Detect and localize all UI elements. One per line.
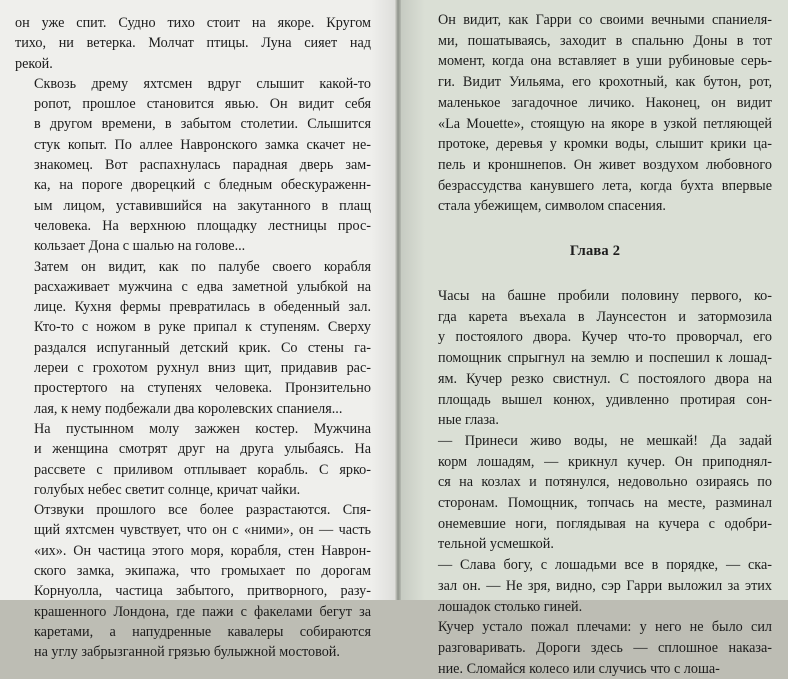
text-line: Затем он видит, как по палубе своего корабля [34, 258, 371, 275]
text-line: «их». Он частица этого моря, корабля, стен Наврон- [34, 542, 371, 559]
paragraph [418, 555, 772, 617]
text-line: ми, пошатываясь, заходит в спальню Доны в тот [438, 32, 772, 49]
text-line: кользает Дона с шалью на голове... [34, 238, 246, 255]
paragraph [15, 257, 371, 419]
text-line: знакомец. Вот распахнулась парадная дверь зам- [34, 157, 371, 174]
text-line: разговаривать. Дороги здесь — сплошное наказа- [438, 639, 772, 656]
text-line: лереи с грохотом рухнул вниз щит, придавив рас- [34, 360, 371, 377]
text-line: лице. Кухня фермы превратилась в обеденный зал. [34, 299, 371, 316]
text-line: — Слава богу, с лошадьми все в порядке, — ска- [438, 557, 772, 574]
text-line: ка, на пороге дворецкий с бледным обескураженн- [34, 177, 371, 194]
text-line: помощник спрыгнул на землю и поспешил к лошад- [438, 350, 772, 367]
text-line: каретами, а напудренные кавалеры собираются [34, 623, 371, 640]
text-line: в другом времени, в забытом столетии. Слышится [34, 116, 371, 133]
right-page-text-top [418, 10, 772, 217]
text-line: на углу забрызганной грязью булыжной мостовой. [34, 644, 340, 661]
text-line: ям. Кучер резко свистнул. С постоялого двора на [438, 370, 772, 387]
text-line: маленькое загадочное личико. Наконец, он видит [438, 94, 772, 111]
text-line: Отзвуки прошлого все более разрастаются. Спя- [34, 502, 371, 519]
paragraph [15, 74, 371, 257]
text-line: расхаживает мужчина с едва заметной улыбкой на [34, 278, 371, 295]
text-line: протоке, деревья у кромки воды, слышит крики ца- [438, 136, 772, 153]
text-line: человека. На верхнюю площадку лестницы прос- [34, 217, 371, 234]
paragraph [418, 286, 772, 431]
text-line: Кто-то с ножом в руке припал к ступеням. Сверху [34, 319, 371, 336]
paragraph [15, 500, 371, 662]
text-line: момент, когда она вставляет в уши рубиновые серь- [438, 53, 772, 70]
text-line: онемевшие ноги, поглядывая на кучера с одобри- [438, 515, 772, 532]
text-line: — Принеси живо воды, не мешкай! Да задай [438, 432, 772, 449]
text-line: Корнуолла, частица забытого, притворного, разу- [34, 583, 371, 600]
paragraph [15, 419, 371, 500]
text-line: ым лицом, уставившийся на закутанного в плащ [34, 197, 371, 214]
text-line: безрассудства канувшего лета, когда бухта впервые [438, 177, 772, 194]
text-line: стала убежищем, символом спасения. [438, 198, 666, 215]
text-line: тихо, ни ветерка. Молчат птицы. Луна сияет над [15, 35, 371, 52]
text-line: площадь вышел конюх, удивленно протирая сон- [438, 391, 772, 408]
text-line: простертого на ступенях человека. Пронзительно [34, 380, 371, 397]
text-line: корм лошадям, — крикнул кучер. Он приподнял- [438, 453, 772, 470]
text-line: ные глаза. [438, 412, 499, 429]
text-line: голубых небес светит солнце, кричат чайки. [34, 481, 301, 498]
text-line: На пустынном молу зажжен костер. Мужчина [34, 420, 371, 437]
text-line: рекой. [15, 55, 53, 72]
paragraph [418, 617, 772, 679]
text-line: гда карета въехала в Лаунсестон и затормозила [438, 308, 772, 325]
text-line: лая, к нему подбежали два королевских спаниеля... [34, 400, 343, 417]
text-line: ги. Видит Уильяма, его крохотный, как бутон, рот, [438, 74, 772, 91]
text-line: пель и кроншнепов. Он живет воздухом любовного [438, 156, 772, 173]
text-line: щий яхтсмен чувствует, что он с «ними», он — часть [34, 522, 371, 539]
text-line: ся на козлах и потянулся, недовольно озираясь по [438, 474, 772, 491]
paragraph [418, 10, 772, 217]
text-line: ние. Сломайся колесо или случись что с лоша- [438, 660, 720, 677]
paragraph [418, 431, 772, 555]
text-line: ропот, прошлое становится явью. Он видит себя [34, 96, 371, 113]
text-line: у постоялого двора. Кучер что-то проворчал, его [438, 329, 772, 346]
text-line: стук копыт. По аллее Навронского замка скачет не- [34, 136, 371, 153]
text-line: рассвете с приливом отплывает корабль. С ярко- [34, 461, 371, 478]
paragraph [15, 13, 371, 74]
text-line: он уже спит. Судно тихо стоит на якоре. Кругом [15, 15, 371, 31]
text-line: Часы на башне пробили половину первого, ко- [438, 288, 772, 305]
text-line: ского замка, экипажа, что громыхает по дорогам [34, 563, 371, 580]
text-line: и женщина смотрят друг на друга улыбаясь. На [34, 441, 371, 458]
chapter-title: Глава 2 [569, 243, 621, 260]
left-page-text [15, 13, 371, 663]
text-line: Кучер устало пожал плечами: у него не было сил [438, 619, 772, 636]
text-line: раздался испуганный детский крик. Со стены га- [34, 339, 371, 356]
text-line: крашенного Лондона, где пажи с факелами бегут за [34, 603, 371, 620]
text-line: Он видит, как Гарри со своими вечными спаниеля- [438, 12, 772, 28]
text-line: тельной усмешкой. [438, 536, 554, 553]
text-line: «La Mouette», стоящую на якоре в узкой петляющей [438, 115, 772, 132]
right-page-text-bottom [418, 286, 772, 679]
text-line: зал он. — Не зря, видно, сэр Гарри выложил за этих [438, 577, 772, 594]
text-line: лошадок столько гиней. [438, 598, 583, 615]
right-page [401, 0, 788, 677]
text-line: сторонам. Помощник, топчась на месте, разминал [438, 495, 772, 512]
text-line: Сквозь дрему яхтсмен вдруг слышит какой-то [34, 75, 371, 92]
page-gutter-shadow [371, 0, 395, 600]
left-page [0, 0, 395, 661]
